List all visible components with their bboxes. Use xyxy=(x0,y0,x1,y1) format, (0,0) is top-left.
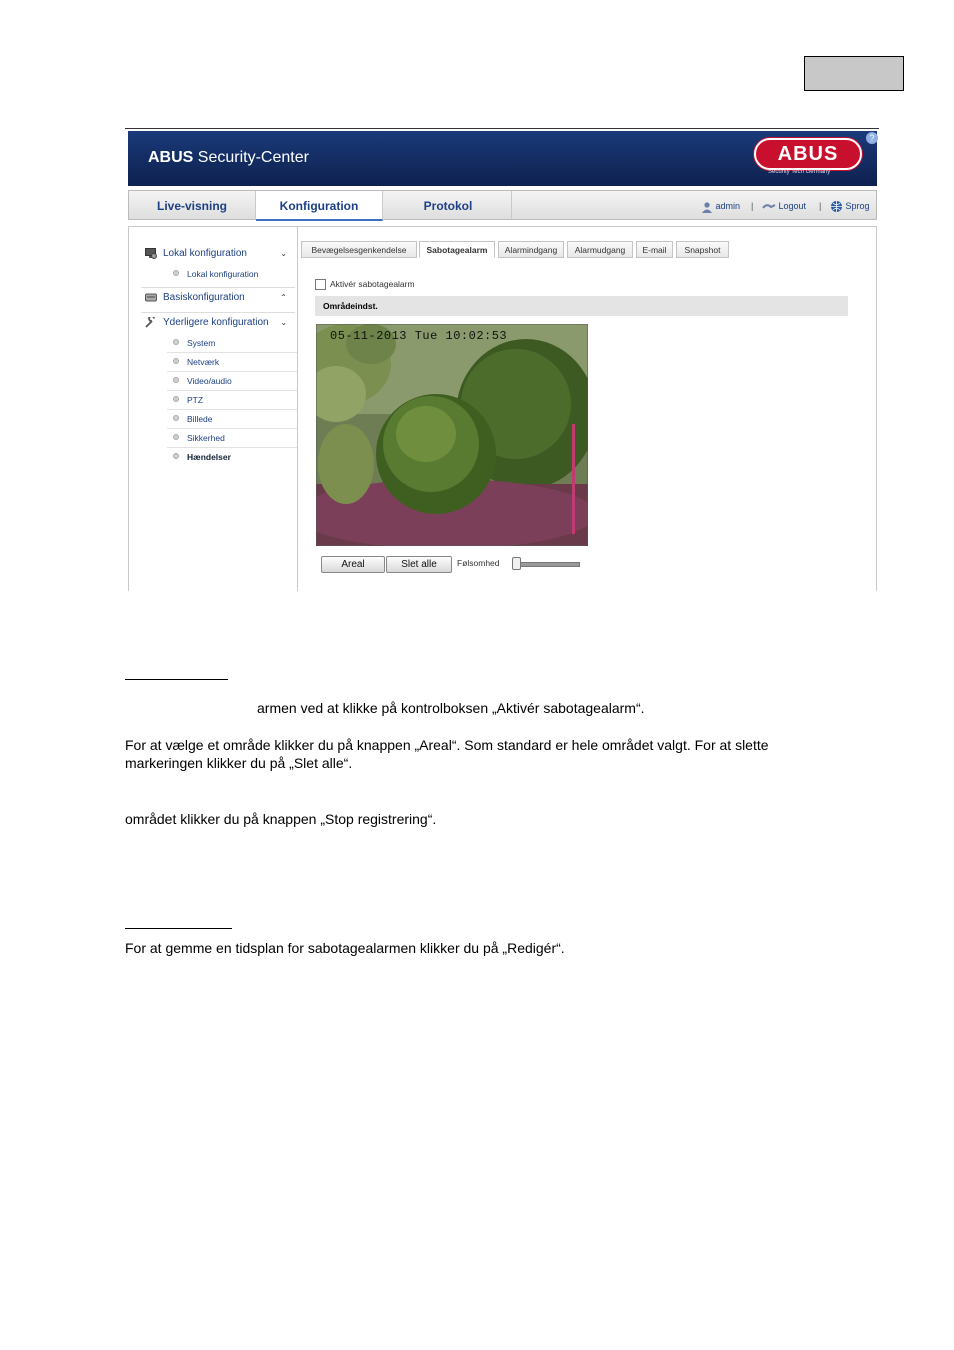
chevron-down-icon: ⌄ xyxy=(280,249,287,258)
camera-preview[interactable] xyxy=(316,324,588,546)
sidebar-item-video-audio[interactable] xyxy=(167,372,297,391)
bullet-icon xyxy=(173,358,179,364)
section-title: Områdeindst. xyxy=(315,296,848,316)
tab-e-mail[interactable]: E-mail xyxy=(636,241,673,258)
enable-tamper-checkbox[interactable] xyxy=(315,279,326,290)
tab-alarmudgang[interactable]: Alarmudgang xyxy=(567,241,633,258)
user-icon xyxy=(701,201,713,213)
doc-line-2: For at vælge et område klikker du på knappen „Areal“. Som standard er hele området valgt. For at slette xyxy=(125,737,769,753)
sidebar-group-local[interactable] xyxy=(141,244,295,264)
sensitivity-slider[interactable] xyxy=(512,562,580,567)
sidebar-item-ptz[interactable] xyxy=(167,391,297,410)
user-menu[interactable] xyxy=(701,191,740,219)
tab-alarmindgang[interactable]: Alarmindgang xyxy=(498,241,564,258)
sidebar-item-netvaerk[interactable] xyxy=(167,353,297,372)
area-button[interactable]: Areal xyxy=(321,556,385,573)
camera-timestamp: 05-11-2013 Tue 10:02:53 xyxy=(330,329,508,343)
sidebar-item-haendelser[interactable] xyxy=(167,448,297,466)
doc-line-3: markeringen klikker du på „Slet alle“. xyxy=(125,755,353,771)
sidebar-item-label: Netværk xyxy=(187,357,220,367)
chevron-down-icon: ⌄ xyxy=(280,318,287,327)
globe-icon xyxy=(830,200,843,213)
sidebar-item-lokal-konfiguration[interactable] xyxy=(167,265,297,283)
tab-live-visning[interactable]: Live-visning xyxy=(129,191,256,219)
user-name: admin xyxy=(715,201,741,211)
hdd-icon xyxy=(145,292,157,303)
logout-link[interactable] xyxy=(762,191,806,219)
sensitivity-slider-handle[interactable] xyxy=(512,557,521,570)
heading-underline-2 xyxy=(125,928,232,929)
screenshot-frame xyxy=(125,128,879,591)
sidebar-item-label: Sikkerhed xyxy=(187,433,225,443)
sidebar xyxy=(129,227,298,591)
sidebar-group-label: Yderligere konfiguration xyxy=(163,317,269,328)
bullet-icon xyxy=(173,415,179,421)
bullet-icon xyxy=(173,270,179,276)
abus-logo: ABUS xyxy=(754,138,862,170)
doc-line-4: området klikker du på knappen „Stop registrering“. xyxy=(125,811,437,827)
sidebar-item-label: PTZ xyxy=(187,395,204,405)
camera-image xyxy=(316,324,588,546)
bullet-icon xyxy=(173,396,179,402)
sidebar-item-label: Video/audio xyxy=(187,376,232,386)
bullet-icon xyxy=(173,377,179,383)
sidebar-group-basis[interactable] xyxy=(141,287,295,308)
tab-bevaegelsesgenkendelse[interactable]: Bevægelsesgenkendelse xyxy=(301,241,417,258)
nav-separator-1: | xyxy=(751,201,754,211)
chevron-up-icon: ⌃ xyxy=(280,293,287,302)
sidebar-item-label: Billede xyxy=(187,414,213,424)
language-menu[interactable] xyxy=(830,191,870,219)
sidebar-item-label: Hændelser xyxy=(187,452,231,462)
bullet-icon xyxy=(173,453,179,459)
app-header xyxy=(128,131,877,186)
logout-label: Logout xyxy=(778,201,807,211)
tamper-panel xyxy=(301,259,866,591)
clear-all-button[interactable]: Slet alle xyxy=(386,556,452,573)
sidebar-item-label: Lokal konfiguration xyxy=(187,269,259,279)
tab-snapshot[interactable]: Snapshot xyxy=(676,241,729,258)
tab-sabotagealarm[interactable]: Sabotagealarm xyxy=(419,241,495,258)
wrench-icon xyxy=(145,317,157,328)
heading-underline-1 xyxy=(125,679,228,680)
sidebar-group-label: Lokal konfiguration xyxy=(163,248,247,259)
sidebar-item-sikkerhed[interactable] xyxy=(167,429,297,448)
sidebar-item-billede[interactable] xyxy=(167,410,297,429)
app-title: ABUS Security-Center xyxy=(148,149,309,166)
sidebar-group-label: Basiskonfiguration xyxy=(163,292,245,303)
page-marker-box xyxy=(804,56,904,91)
doc-line-5: For at gemme en tidsplan for sabotagealarmen klikker du på „Redigér“. xyxy=(125,940,565,956)
sensitivity-label: Følsomhed xyxy=(457,558,500,568)
enable-tamper-row xyxy=(315,279,415,290)
sidebar-item-label: System xyxy=(187,338,216,348)
bullet-icon xyxy=(173,434,179,440)
tab-konfiguration[interactable]: Konfiguration xyxy=(256,191,383,221)
content-area xyxy=(128,226,877,591)
main-nav xyxy=(128,190,877,220)
monitor-gear-icon xyxy=(145,248,157,259)
doc-line-1: armen ved at klikke på kontrolboksen „Aktivér sabotagealarm“. xyxy=(257,700,645,716)
enable-tamper-label: Aktivér sabotagealarm xyxy=(330,279,415,289)
logo-subtitle: Security Tech Germany xyxy=(768,169,831,175)
language-label: Sprog xyxy=(845,201,870,211)
help-icon[interactable]: ? xyxy=(866,132,878,144)
sidebar-item-system[interactable] xyxy=(167,334,297,353)
logout-icon xyxy=(762,202,776,212)
bullet-icon xyxy=(173,339,179,345)
nav-separator-2: | xyxy=(819,201,822,211)
sidebar-group-yderligere[interactable] xyxy=(141,312,295,333)
tab-protokol[interactable]: Protokol xyxy=(385,191,512,219)
